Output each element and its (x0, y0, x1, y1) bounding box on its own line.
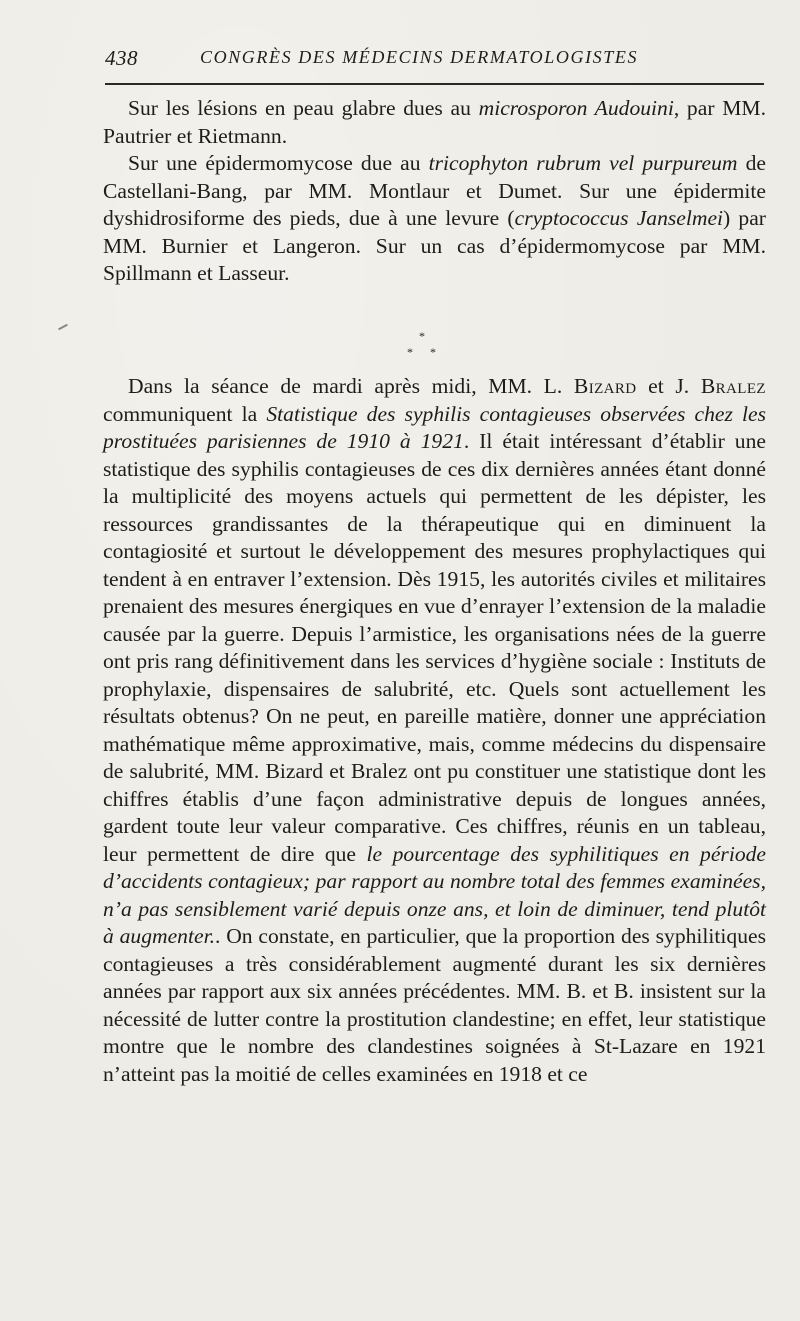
text-run: et J. (636, 374, 701, 398)
text-run: . Il était intéressant d’établir une statistique des syphilis contagieuses de ces dix dernières années étant donné la multiplicité des moyens actuels qui permettent de les dépister, les ressources grandissantes de la thérapeutique qui en diminuent la contagiosité et surtout le développement des mesures prophylactiques qui tendent à en entraver l’extension. Dès 1915, les autorités civiles et militaires prenaient des mesures énergiques en vue d’enrayer l’extension de la maladie causée par la guerre. Depuis l’armistice, les organisations nées de la guerre ont pris rang définitivement dans les services d’hygiène sociale : Instituts de prophylaxie, dispensaires de salubrité, etc. Quels sont actuellement les résultats obtenus? On ne peut, en pareille matière, donner une appréciation mathématique même approximative, mais, comme médecins du dispensaire de salubrité, MM. Bizard et Bralez ont pu constituer une statistique dont les chiffres établis d’une façon administrative depuis de longues années, gardent toute leur valeur comparative. Ces chiffres, réunis en un tableau, leur permettent de dire que (103, 429, 766, 866)
author-name: Bizard (573, 374, 637, 398)
text-run: Dans la séance de mardi après midi, MM. L. (128, 374, 574, 398)
asterism-top: * (419, 329, 425, 343)
text-run: . On constate, en particulier, que la proportion des syphilitiques contagieuses a très considérablement augmenté durant les six dernières années par rapport aux six années précédentes. MM. B. et B. insistent sur la nécessité de lutter contre la prostitution clandestine; en effet, leur statistique montre que le nombre des clandestines soignées à St-Lazare en 1921 n’atteint pas la moitié de celles examinées en 1918 et ce (103, 924, 766, 1086)
section-asterism (405, 330, 445, 366)
italic-quote: le pourcentage des syphilitiques en période d’accidents contagieux; par rapport au nombre total des femmes examinées, n’a pas sensiblement varié depuis onze ans, et loin de diminuer, tend plutôt à augmenter. (103, 841, 766, 948)
text-run: , par MM. Pautrier et Rietmann. (103, 96, 767, 148)
asterism-bottom: * * (407, 345, 443, 359)
author-name: Bralez (700, 374, 766, 398)
paragraph-epidermomycoses (103, 150, 766, 288)
communications-list (103, 95, 766, 288)
running-head (105, 44, 765, 74)
text-run: Sur les lésions en peau glabre dues au (128, 96, 479, 120)
italic-term: cryptococcus Janselmei (514, 206, 724, 230)
text-run: de Castellani-Bang, par MM. Montlaur et Dumet. Sur une épidermite dyshidrosiforme des pieds, due à une levure ( (103, 151, 766, 230)
italic-term: microsporon Audouini (478, 96, 674, 120)
running-title: CONGRÈS DES MÉDECINS DERMATOLOGISTES (200, 47, 639, 67)
italic-title: Statistique des syphilis contagieuses observées chez les prostituées parisiennes de 1910 à 1921 (103, 401, 766, 453)
paragraph-statistique-syphilis (103, 373, 766, 1088)
text-run: communiquent la (103, 401, 267, 426)
italic-term: tricophyton rubrum vel purpureum (428, 151, 738, 175)
margin-mark (58, 324, 68, 330)
text-run: Sur une épidermomycose due au (128, 151, 429, 175)
seance-report (103, 373, 766, 1088)
text-run: ) par MM. Burnier et Langeron. Sur un cas d’épidermomycose par MM. Spillmann et Lasseur. (103, 206, 766, 285)
page-number: 438 (105, 46, 138, 70)
header-rule (105, 83, 764, 85)
paragraph-lesions-peau-glabre (103, 95, 766, 150)
